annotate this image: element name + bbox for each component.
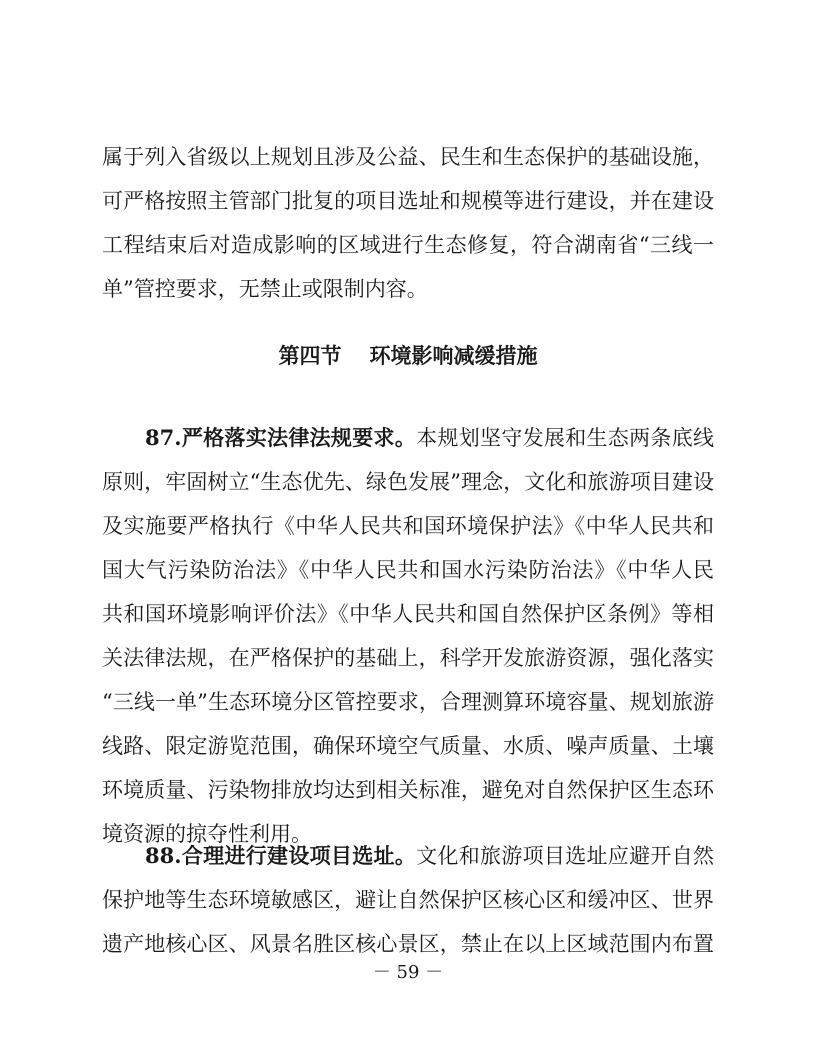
body-text-line: 及实施要严格执行《中华人民共和国环境保护法》《中华人民共和 bbox=[102, 514, 714, 538]
body-text-line: 共和国环境影响评价法》《中华人民共和国自然保护区条例》等相 bbox=[102, 602, 714, 626]
body-text-line: 单”管控要求，无禁止或限制内容。 bbox=[102, 277, 428, 301]
body-text-line: 环境质量、污染物排放均达到相关标准，避免对自然保护区生态环 bbox=[102, 778, 714, 802]
body-text-line: 可严格按照主管部门批复的项目选址和规模等进行建设，并在建设 bbox=[102, 189, 714, 213]
section-heading bbox=[0, 336, 816, 376]
body-text-line: 原则，牢固树立“生态优先、绿色发展”理念，文化和旅游项目建设 bbox=[102, 470, 714, 494]
section-number: 第四节 bbox=[278, 343, 342, 368]
body-text-line: 境资源的掠夺性利用。 bbox=[102, 822, 312, 846]
paragraph-87-lead: 87.严格落实法律法规要求。 bbox=[145, 425, 417, 450]
paragraph-87-first-text: 本规划坚守发展和生态两条底线 bbox=[416, 426, 714, 450]
section-title: 环境影响减缓措施 bbox=[369, 343, 538, 368]
paragraph-87-first-line bbox=[145, 418, 714, 458]
body-text-line: 遗产地核心区、风景名胜区核心景区，禁止在以上区域范围内布置 bbox=[102, 932, 714, 956]
paragraph-88-first-line-text bbox=[145, 836, 714, 876]
body-text-line: 国大气污染防治法》《中华人民共和国水污染防治法》《中华人民 bbox=[102, 558, 714, 582]
body-text-line: 关法律法规，在严格保护的基础上，科学开发旅游资源，强化落实 bbox=[102, 646, 714, 670]
body-text-line: 属于列入省级以上规划且涉及公益、民生和生态保护的基础设施， bbox=[102, 145, 714, 169]
body-text-line: 工程结束后对造成影响的区域进行生态修复，符合湖南省“三线一 bbox=[102, 233, 714, 257]
body-text-line: 线路、限定游览范围，确保环境空气质量、水质、噪声质量、土壤 bbox=[102, 734, 714, 758]
page-number: － 59 － bbox=[372, 962, 444, 983]
paragraph-88-first-text: 文化和旅游项目选址应避开自然 bbox=[416, 844, 714, 868]
paragraph-88-lead: 88.合理进行建设项目选址。 bbox=[145, 843, 417, 868]
body-text-line: “三线一单”生态环境分区管控要求，合理测算环境容量、规划旅游 bbox=[102, 690, 714, 714]
body-text-line: 保护地等生态环境敏感区，避让自然保护区核心区和缓冲区、世界 bbox=[102, 888, 714, 912]
